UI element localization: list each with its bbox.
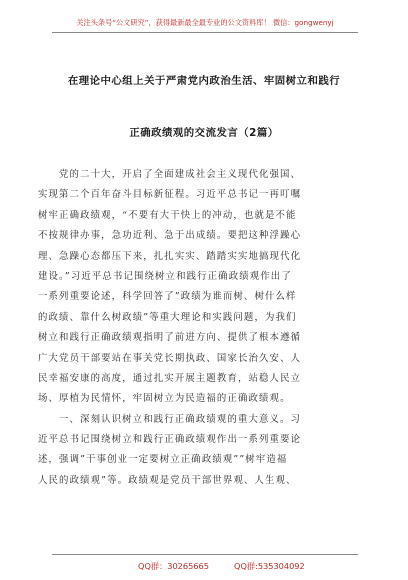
body-line: 一、深刻认识树立和践行正确政绩观的重大意义。习: [59, 413, 302, 425]
body-line: 不按规律办事，急功近利、急于出成绩。要把这种浮躁心: [38, 230, 302, 242]
body-line: 实现第二个百年奋斗目标新征程。习近平总书记一再叮嘱: [38, 189, 302, 201]
body-line: 的政绩、靠什么树政绩”等重大理论和实践问题，为我们: [38, 311, 297, 323]
body-line: 述，强调”干事创业一定要树立正确政绩观””树牢造福: [38, 454, 288, 466]
footer-qq-group-2: QQ群:535304092: [234, 561, 305, 571]
body-line: 理、急躁心态都压下来，扎扎实实、踏踏实实地搞现代化: [38, 250, 302, 262]
body-line: 人民的政绩观”等。政绩观是党员干部世界观、人生观、: [38, 474, 297, 486]
body-line: 树牢正确政绩观，“不要有大干快上的冲动，也就是不能: [38, 209, 297, 221]
body-line: 一系列重要论述，科学回答了”政绩为谁而树、树什么样: [38, 291, 297, 303]
body-line: 广大党员干部要站在事关党长期执政、国家长治久安、人: [38, 352, 302, 364]
footer: [52, 554, 358, 571]
body-line: 建设。”习近平总书记围绕树立和践行正确政绩观作出了: [38, 270, 292, 282]
body-line: 民幸福安康的高度，通过扎实开展主题教育，站稳人民立: [38, 372, 302, 384]
document-title-line-1: 在理论中心组上关于严肃党内政治生活、牢固树立和践行: [67, 75, 341, 87]
body-line: 党的二十大，开启了全面建成社会主义现代化强国、: [59, 169, 302, 180]
document-title-line-2: 正确政绩观的交流发言（2篇）: [129, 127, 279, 139]
header-banner: 关注头条号“公文研究”，获得最新最全最专业的公文资料库！ 微信：gongwenyj: [52, 18, 358, 33]
body-line: 树立和践行正确政绩观指明了前进方向、提供了根本遵循: [38, 332, 302, 344]
footer-qq-group-1: QQ群：30265665: [138, 561, 209, 571]
body-line: 场、厚植为民情怀，牢固树立为民造福的正确政绩观。: [38, 393, 291, 405]
document-body: [38, 165, 378, 491]
body-line: 近平总书记围绕树立和践行正确政绩观作出一系列重要论: [38, 434, 302, 446]
